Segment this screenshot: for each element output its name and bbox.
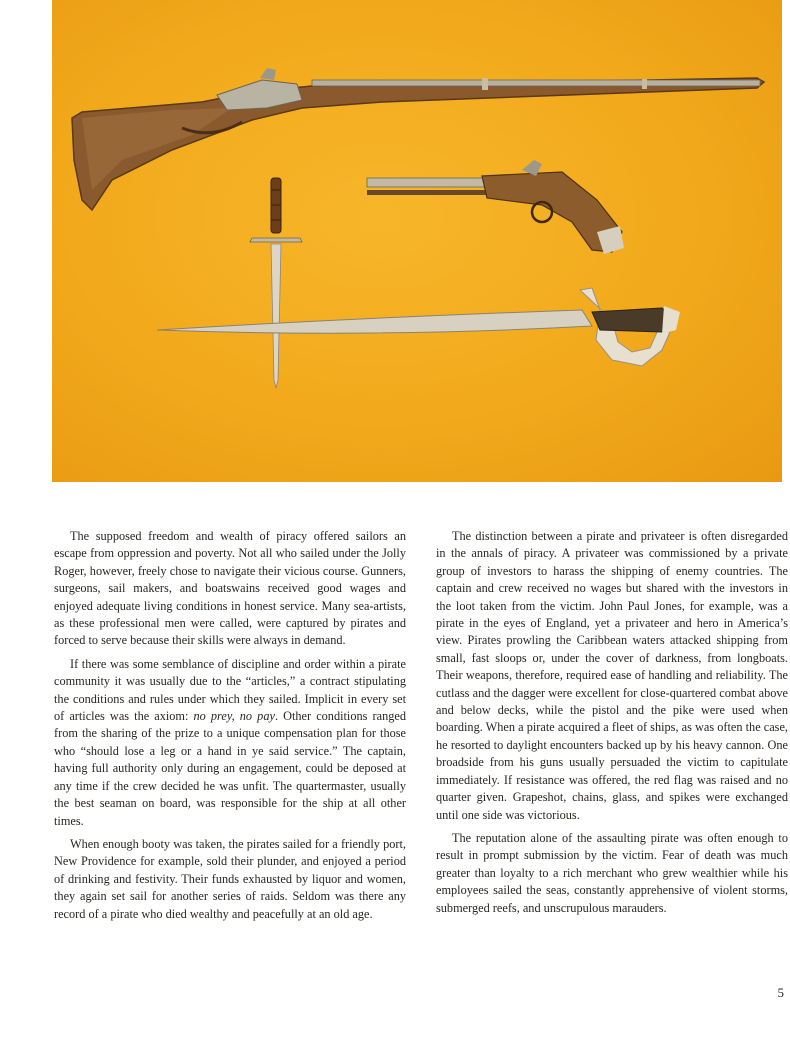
cutlass [157,288,680,366]
weapons-photo [52,0,782,482]
left-paragraph-2 [54,656,406,830]
flintlock-pistol [367,160,624,254]
dagger [250,178,302,388]
weapons-illustration [52,0,782,482]
left-paragraph-3: When enough booty was taken, the pirates sailed for a friendly port, New Providence for example, sold their plunder, and enjoyed a period of drinking and festivity. Their funds exhausted by liquor and women, they again set sail for another series of raids. Seldom was there any record of a pirate who died wealthy and peacefully at an old age. [54,836,406,921]
left-paragraph-2-axiom: no prey, no pay [193,709,275,724]
right-paragraph-2: The reputation alone of the assaulting pirate was often enough to result in prompt submission by the victim. Fear of death was much greater than loyalty to a rich merchant who grew wealthier while his employees sailed the seas, constantly apprehensive of violent storms, submerged reefs, and unscrupulous marauders. [436,830,788,915]
left-paragraph-2-end: . Other conditions ranged from the sharing of the prize to a unique compensation plan for those who “should lose a leg or a hand in ye said service.” The captain, having full authority only during an engagement, could be deposed at any time if the crew decided he was unfit. The quartermaster, usually the best seaman on board, was responsible for the ship at all other times. [54,709,406,828]
left-paragraph-2-start: If there was some semblance of discipline and order within a pirate community it was usually due to the “articles,” a contract stipulating the conditions and rules under which they sailed. Implicit in every set of articles was the axiom: [54,656,406,724]
page-number: 5 [777,985,784,1000]
left-text-column [54,528,406,929]
right-text-column [436,528,788,923]
right-paragraph-1: The distinction between a pirate and privateer is often disregarded in the annals of piracy. A privateer was commissioned by a private group of investors to harass the shipping of enemy countries. The captain and crew received no wages but shared with the investors in the loot taken from the victim. John Paul Jones, for example, was a pirate in the eyes of England, yet a privateer and hero in America’s view. Pirates prowling the Caribbean waters attacked shipping from small, fast sloops or, under the cover of darkness, from longboats. Their weapons, therefore, required ease of handling and reliability. The cutlass and the dagger were excellent for close-quartered combat above and below decks, while the pistol and the pike were used when boarding. When a pirate acquired a fleet of ships, as was often the case, he resorted to daylight encounters backed up by his heavy cannon. One broadside from his guns usually persuaded the victim to capitulate immediately. If resistance was offered, the red flag was raised and no quarter given. Grapeshot, chains, glass, and spikes were exchanged until one side was victorious. [436,529,788,822]
left-paragraph-1: The supposed freedom and wealth of piracy offered sailors an escape from oppression and poverty. Not all who sailed under the Jolly Roger, however, freely chose to navigate their vicious course. Gunners, surgeons, sail makers, and boatswains received good wages and enjoyed adequate living conditions in honest service. Many sea-artists, as these professional men were called, were captured by pirates and forced to serve because their skills were always in demand. [54,529,406,648]
musket [72,68,764,210]
